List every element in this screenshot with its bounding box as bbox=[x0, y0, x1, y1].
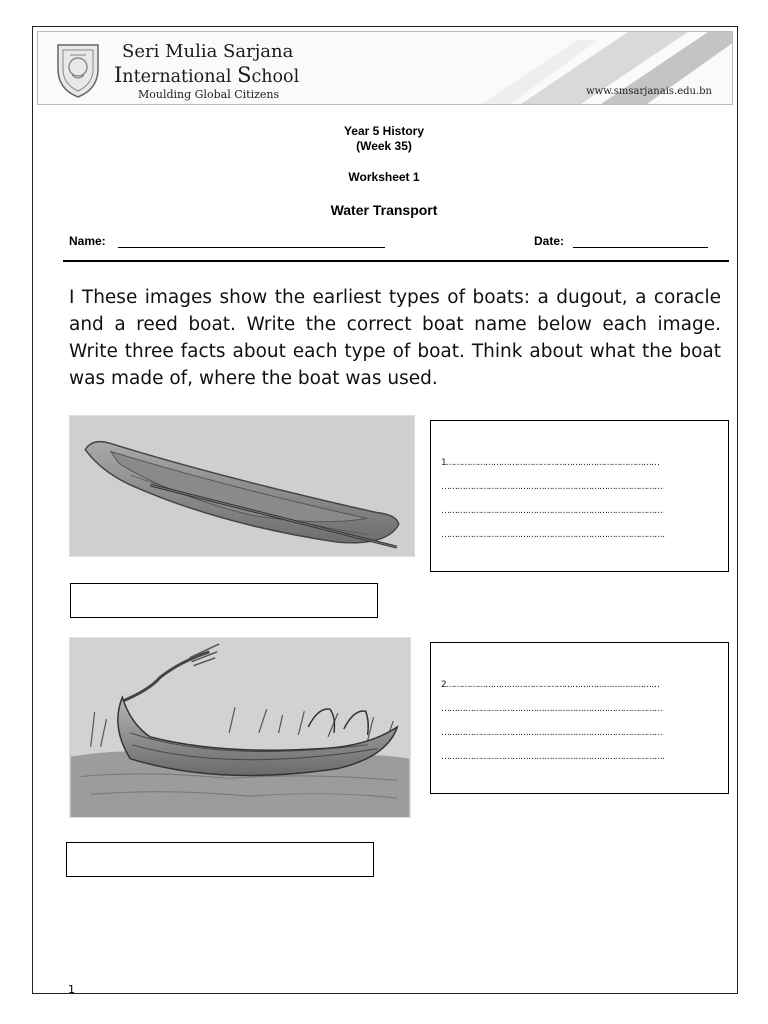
date-field-line[interactable] bbox=[573, 247, 708, 248]
fact-line: ………………………………………………………………………… bbox=[441, 728, 663, 738]
school-name-line2 bbox=[114, 63, 299, 87]
header-divider bbox=[63, 260, 729, 262]
school-crest-icon bbox=[50, 39, 106, 99]
reed-boat-illustration bbox=[69, 637, 411, 818]
school-name-part1: nternational bbox=[122, 67, 238, 87]
week-heading: (Week 35) bbox=[356, 139, 412, 153]
fact-line: 1……………………………………………………………………… bbox=[441, 458, 659, 468]
worksheet-title: Water Transport bbox=[330, 202, 438, 218]
name-field-line[interactable] bbox=[118, 247, 385, 248]
fact-line: …………………………………………………………………………. bbox=[441, 530, 664, 540]
facts-box-2[interactable] bbox=[430, 642, 729, 794]
page-number: 1 bbox=[68, 983, 75, 996]
school-website: www.smsarjanais.edu.bn bbox=[586, 86, 712, 97]
dugout-boat-illustration bbox=[69, 415, 415, 557]
instructions-text: I These images show the earliest types of boats: a dugout, a coracle and a reed boat. Write the correct boat name below each image. Write three facts about each type of boat. Think about what the boat was made of, where the boat was used. bbox=[69, 287, 721, 389]
school-name-cap-s: S bbox=[237, 63, 252, 87]
school-name-part2: chool bbox=[251, 67, 300, 87]
school-motto: Moulding Global Citizens bbox=[138, 88, 280, 101]
fact-line: 2……………………………………………………………………… bbox=[441, 680, 659, 690]
boat-name-answer-box-1[interactable] bbox=[70, 583, 378, 618]
name-label: Name: bbox=[69, 234, 106, 248]
subject-heading: Year 5 History bbox=[343, 124, 425, 138]
facts-box-1[interactable] bbox=[430, 420, 729, 572]
school-name-line1: Seri Mulia Sarjana bbox=[122, 41, 294, 62]
fact-line: …………………………………………………………………………. bbox=[441, 752, 664, 762]
school-name-cap-i: I bbox=[114, 63, 123, 87]
date-label: Date: bbox=[534, 234, 565, 248]
fact-line: ………………………………………………………………………… bbox=[441, 506, 663, 516]
school-header bbox=[37, 31, 733, 105]
worksheet-number: Worksheet 1 bbox=[348, 170, 420, 184]
fact-line: ………………………………………………………………………… bbox=[441, 704, 663, 714]
boat-name-answer-box-2[interactable] bbox=[66, 842, 374, 877]
fact-line: ………………………………………………………………………… bbox=[441, 482, 663, 492]
